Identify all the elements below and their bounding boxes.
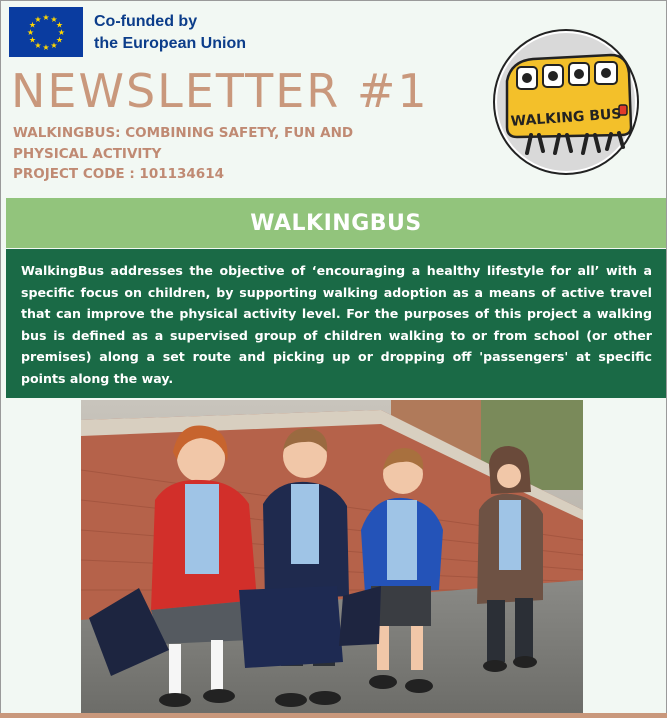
logo-text: WALKING BUS	[510, 106, 622, 130]
section-title-band	[6, 198, 666, 248]
eu-line-1: Co-funded by	[94, 13, 198, 30]
project-code: PROJECT CODE : 101134614	[13, 166, 224, 182]
newsletter-subtitle: WALKINGBUS: COMBINING SAFETY, FUN AND PHYSICAL ACTIVITY	[13, 125, 354, 162]
svg-text:★: ★	[28, 20, 37, 30]
svg-text:★: ★	[42, 13, 50, 22]
svg-text:★: ★	[50, 41, 58, 50]
bottom-accent-band	[0, 713, 667, 718]
svg-text:★: ★	[55, 35, 64, 45]
svg-text:★: ★	[34, 15, 42, 24]
svg-text:★: ★	[42, 43, 50, 52]
svg-text:★: ★	[50, 15, 58, 24]
svg-text:★: ★	[26, 28, 35, 37]
svg-text:★: ★	[57, 28, 66, 37]
intro-panel	[6, 249, 666, 398]
eu-cofunding-block	[9, 7, 246, 57]
eu-cofunding-text	[94, 11, 246, 55]
section-title: WALKINGBUS	[250, 210, 422, 236]
svg-text:★: ★	[28, 35, 37, 45]
svg-text:★: ★	[34, 41, 42, 50]
eu-flag-icon	[9, 7, 83, 57]
newsletter-title: NEWSLETTER #1	[11, 64, 429, 118]
eu-line-2: the European Union	[94, 35, 246, 52]
svg-text:★: ★	[55, 20, 64, 30]
children-walking-photo	[81, 400, 583, 716]
walking-bus-logo	[493, 29, 639, 175]
intro-paragraph: WalkingBus addresses the objective of ‘encouraging a healthy lifestyle for all’ with a specific focus on children, by supporting walking adoption as a means of active travel that can improve the physical activity level. For the purposes of this project a walking bus is defined as a supervised group of children walking to or from school (or other premises) along a set route and picking up or dropping off 'passengers' at specific points along the way.	[21, 263, 652, 386]
